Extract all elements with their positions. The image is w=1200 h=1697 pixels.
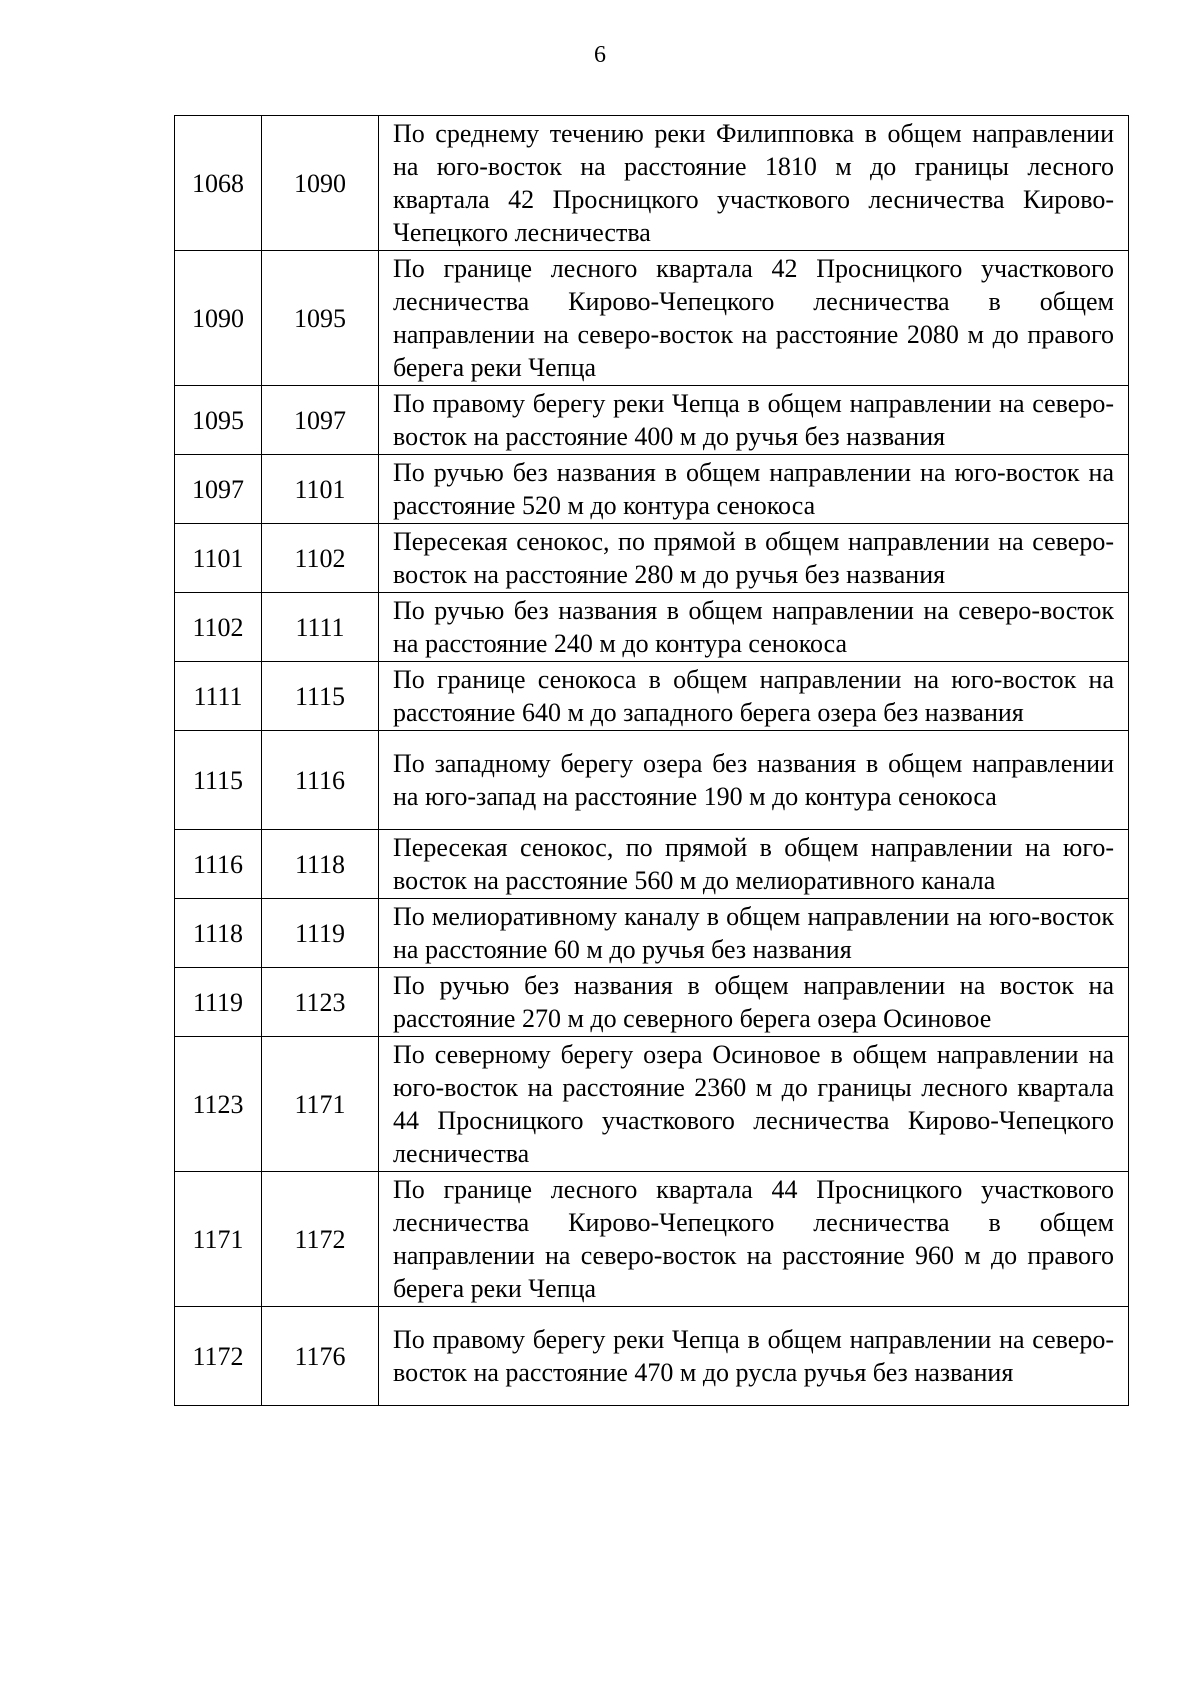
- cell-from-point: 1101: [175, 524, 262, 593]
- cell-from-point: 1097: [175, 455, 262, 524]
- description-text: По ручью без названия в общем направлении на северо-восток на расстояние 240 м до контура сенокоса: [393, 596, 1114, 658]
- cell-to-point: 1090: [262, 116, 379, 251]
- cell-to-point: 1123: [262, 968, 379, 1037]
- description-text: Пересекая сенокос, по прямой в общем направлении на северо-восток на расстояние 280 м до ручья без названия: [393, 527, 1114, 589]
- cell-description: [379, 455, 1129, 524]
- table-row: [175, 1037, 1129, 1172]
- description-text: По северному берегу озера Осиновое в общем направлении на юго-восток на расстояние 2360 м до границы лесного квартала 44 Просницкого участкового лесничества Кирово-Чепецкого лесничества: [393, 1040, 1114, 1168]
- cell-description: [379, 251, 1129, 386]
- description-text: По ручью без названия в общем направлении на юго-восток на расстояние 520 м до контура сенокоса: [393, 458, 1114, 520]
- cell-description: [379, 1307, 1129, 1406]
- cell-from-point: 1111: [175, 662, 262, 731]
- table-row: [175, 524, 1129, 593]
- cell-description: [379, 830, 1129, 899]
- cell-to-point: 1176: [262, 1307, 379, 1406]
- table-row: [175, 1307, 1129, 1406]
- cell-description: [379, 1172, 1129, 1307]
- boundary-table: [174, 115, 1129, 1406]
- table-row: [175, 1172, 1129, 1307]
- cell-from-point: 1118: [175, 899, 262, 968]
- cell-from-point: 1123: [175, 1037, 262, 1172]
- description-text: По ручью без названия в общем направлении на восток на расстояние 270 м до северного берега озера Осиновое: [393, 971, 1114, 1033]
- description-text: По правому берегу реки Чепца в общем направлении на северо-восток на расстояние 470 м до русла ручья без названия: [393, 1325, 1114, 1387]
- description-text: По западному берегу озера без названия в общем направлении на юго-запад на расстояние 190 м до контура сенокоса: [393, 749, 1114, 811]
- cell-from-point: 1095: [175, 386, 262, 455]
- cell-to-point: 1101: [262, 455, 379, 524]
- table-row: [175, 662, 1129, 731]
- cell-to-point: 1095: [262, 251, 379, 386]
- cell-to-point: 1111: [262, 593, 379, 662]
- boundary-table-body: [175, 116, 1129, 1406]
- cell-to-point: 1119: [262, 899, 379, 968]
- description-text: По правому берегу реки Чепца в общем направлении на северо-восток на расстояние 400 м до ручья без названия: [393, 389, 1114, 451]
- table-row: [175, 386, 1129, 455]
- cell-description: [379, 593, 1129, 662]
- cell-description: [379, 731, 1129, 830]
- cell-description: [379, 524, 1129, 593]
- cell-from-point: 1119: [175, 968, 262, 1037]
- cell-description: [379, 1037, 1129, 1172]
- table-row: [175, 899, 1129, 968]
- cell-to-point: 1171: [262, 1037, 379, 1172]
- cell-from-point: 1090: [175, 251, 262, 386]
- cell-description: [379, 386, 1129, 455]
- cell-to-point: 1115: [262, 662, 379, 731]
- cell-to-point: 1172: [262, 1172, 379, 1307]
- cell-description: [379, 662, 1129, 731]
- cell-description: [379, 116, 1129, 251]
- description-text: По границе лесного квартала 44 Просницкого участкового лесничества Кирово-Чепецкого лесничества в общем направлении на северо-восток на расстояние 960 м до правого берега реки Чепца: [393, 1175, 1114, 1303]
- description-text: По мелиоративному каналу в общем направлении на юго-восток на расстояние 60 м до ручья без названия: [393, 902, 1114, 964]
- table-row: [175, 830, 1129, 899]
- description-text: По среднему течению реки Филипповка в общем направлении на юго-восток на расстояние 1810 м до границы лесного квартала 42 Просницкого участкового лесничества Кирово-Чепецкого лесничества: [393, 119, 1114, 247]
- cell-to-point: 1097: [262, 386, 379, 455]
- cell-from-point: 1171: [175, 1172, 262, 1307]
- table-row: [175, 116, 1129, 251]
- cell-description: [379, 968, 1129, 1037]
- description-text: Пересекая сенокос, по прямой в общем направлении на юго-восток на расстояние 560 м до мелиоративного канала: [393, 833, 1114, 895]
- table-row: [175, 593, 1129, 662]
- page-number: 6: [594, 42, 606, 68]
- table-row: [175, 251, 1129, 386]
- cell-to-point: 1116: [262, 731, 379, 830]
- description-text: По границе сенокоса в общем направлении на юго-восток на расстояние 640 м до западного берега озера без названия: [393, 665, 1114, 727]
- cell-to-point: 1102: [262, 524, 379, 593]
- description-text: По границе лесного квартала 42 Просницкого участкового лесничества Кирово-Чепецкого лесничества в общем направлении на северо-восток на расстояние 2080 м до правого берега реки Чепца: [393, 254, 1114, 382]
- cell-description: [379, 899, 1129, 968]
- table-row: [175, 731, 1129, 830]
- cell-from-point: 1115: [175, 731, 262, 830]
- cell-from-point: 1102: [175, 593, 262, 662]
- table-row: [175, 455, 1129, 524]
- cell-from-point: 1068: [175, 116, 262, 251]
- cell-from-point: 1172: [175, 1307, 262, 1406]
- cell-from-point: 1116: [175, 830, 262, 899]
- cell-to-point: 1118: [262, 830, 379, 899]
- table-row: [175, 968, 1129, 1037]
